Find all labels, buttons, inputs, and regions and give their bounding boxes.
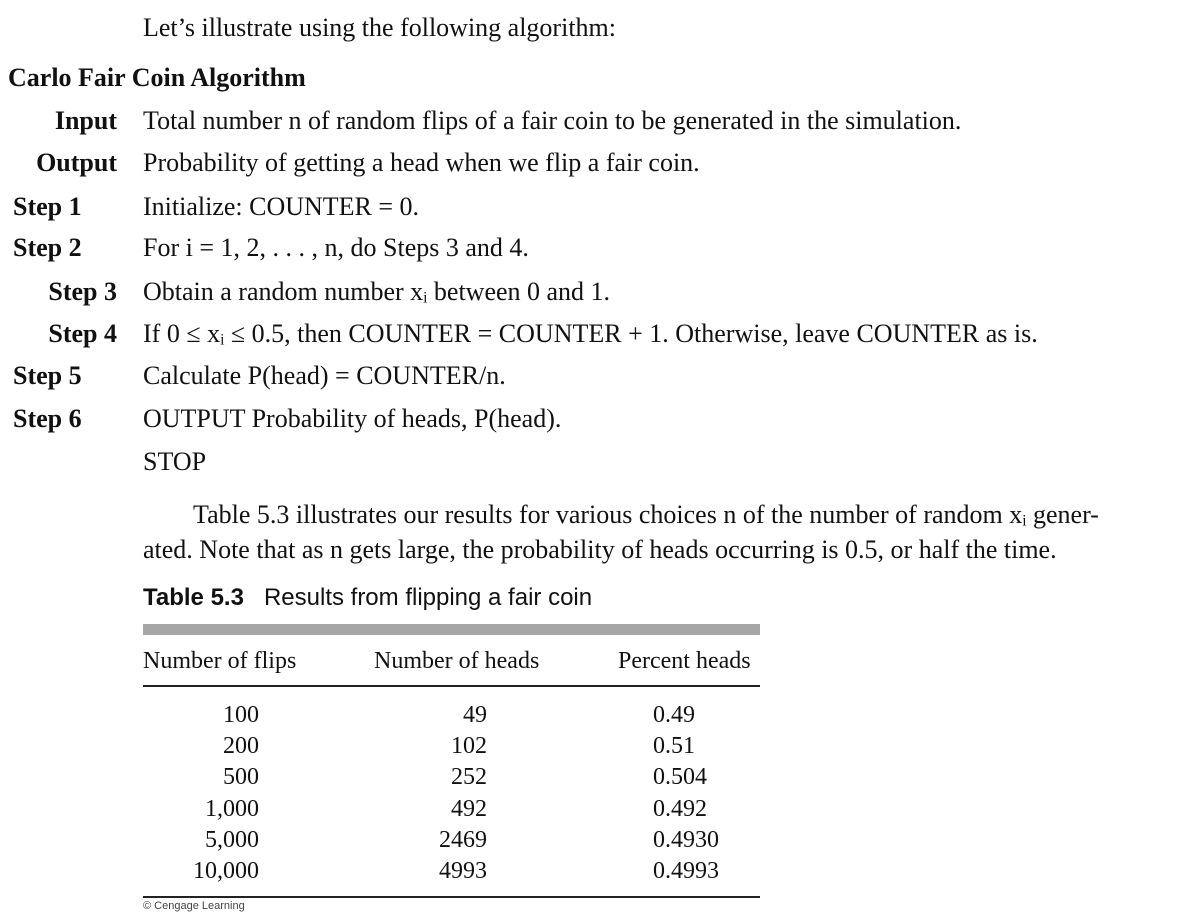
table-cell-heads: 2469 (439, 827, 487, 853)
input-label: Input (54, 106, 117, 135)
table-cell-percent: 0.4993 (653, 858, 719, 884)
table-cell-flips: 500 (223, 764, 259, 790)
table-bottom-rule (143, 896, 760, 898)
table-caption (143, 583, 592, 613)
table-caption-title: Results from flipping a fair coin (263, 584, 593, 611)
table-cell-flips: 200 (223, 733, 259, 759)
table-cell-percent: 0.49 (653, 702, 695, 728)
table-cell-heads: 102 (451, 733, 487, 759)
input-text-content: Total number n of random flips of a fair coin to be generated in the simulation. (143, 106, 962, 135)
table-cell-heads: 252 (451, 764, 487, 790)
table-cell-heads: 492 (451, 796, 487, 822)
table-cell-heads: 4993 (439, 858, 487, 884)
algorithm-title: Carlo Fair Coin Algorithm (8, 63, 306, 92)
stop-text: STOP (143, 447, 207, 476)
step-5-text: Calculate P(head) = COUNTER/n. (143, 361, 506, 390)
paragraph-line-1: Table 5.3 illustrates our results for various choices n of the number of random xᵢ gener- (193, 500, 1099, 529)
step-3-text: Obtain a random number xᵢ between 0 and 1. (143, 277, 611, 306)
step-5-label: Step 5 (13, 361, 82, 390)
input-text (143, 106, 961, 136)
table-source-note: © Cengage Learning (143, 900, 245, 912)
table-caption-number: Table 5.3 (143, 584, 244, 611)
table-cell-flips: 1,000 (205, 796, 259, 822)
table-header-percent: Percent heads (618, 648, 751, 674)
table-cell-flips: 10,000 (193, 858, 259, 884)
table-header-flips: Number of flips (143, 648, 297, 674)
step-6-label: Step 6 (13, 404, 82, 433)
step-3-label: Step 3 (48, 277, 117, 306)
step-2-label: Step 2 (13, 233, 82, 262)
table-cell-heads: 49 (463, 702, 487, 728)
step-4-text: If 0 ≤ xᵢ ≤ 0.5, then COUNTER = COUNTER + 1. Otherwise, leave COUNTER as is. (143, 319, 1038, 348)
table-cell-percent: 0.504 (653, 764, 707, 790)
paragraph-line-2: ated. Note that as n gets large, the probability of heads occurring is 0.5, or half the time. (143, 535, 1057, 564)
table-cell-flips: 100 (223, 702, 259, 728)
output-text: Probability of getting a head when we flip a fair coin. (143, 148, 700, 177)
step-2-text: For i = 1, 2, . . . , n, do Steps 3 and 4. (143, 233, 529, 262)
step-4-label: Step 4 (48, 319, 117, 348)
table-cell-percent: 0.492 (653, 796, 707, 822)
step-6-text: OUTPUT Probability of heads, P(head). (143, 404, 562, 433)
table-top-bar (143, 624, 760, 635)
table-cell-flips: 5,000 (205, 827, 259, 853)
table-cell-percent: 0.51 (653, 733, 695, 759)
output-label: Output (36, 148, 117, 177)
results-paragraph (143, 497, 1163, 567)
table-header-rule (143, 685, 760, 687)
step-1-text: Initialize: COUNTER = 0. (143, 192, 420, 221)
table-cell-percent: 0.4930 (653, 827, 719, 853)
intro-text: Let’s illustrate using the following algorithm: (143, 13, 616, 42)
step-1-label: Step 1 (13, 192, 82, 221)
table-header-heads: Number of heads (374, 648, 540, 674)
